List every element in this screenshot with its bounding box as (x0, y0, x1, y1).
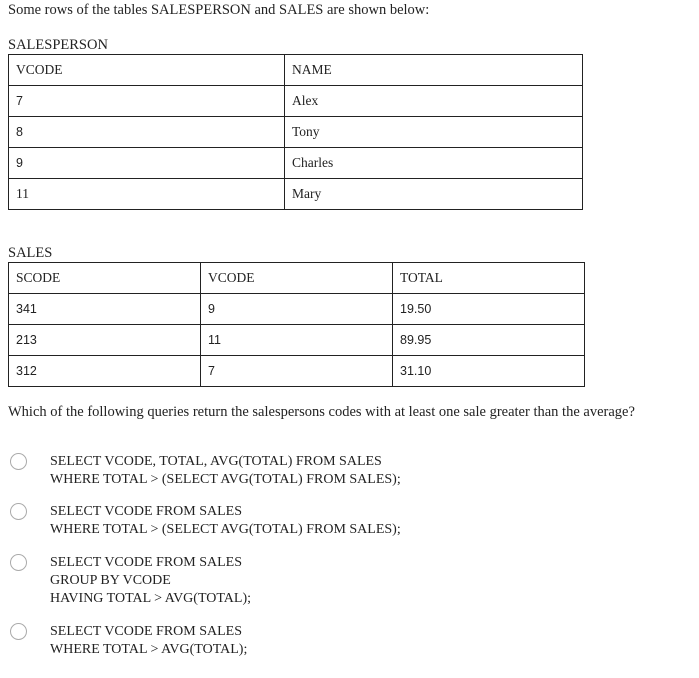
query-line: HAVING TOTAL > AVG(TOTAL); (50, 591, 252, 606)
sales-caption: SALES (8, 245, 53, 261)
query-line: SELECT VCODE, TOTAL, AVG(TOTAL) FROM SALES (50, 454, 382, 469)
table-row (9, 356, 585, 387)
cell-scode: 312 (9, 356, 201, 387)
salesperson-table (8, 54, 583, 210)
header-scode: SCODE (9, 263, 201, 294)
intro-text: Some rows of the tables SALESPERSON and SALES are shown below: (8, 2, 430, 18)
table-row (9, 117, 583, 148)
header-vcode: VCODE (9, 55, 285, 86)
query-line: SELECT VCODE FROM SALES (50, 624, 243, 639)
sales-table (8, 262, 585, 387)
table-row (9, 179, 583, 210)
cell-scode: 213 (9, 325, 201, 356)
cell-name: Alex (285, 86, 583, 117)
table-row (9, 294, 585, 325)
query-line: SELECT VCODE FROM SALES (50, 504, 243, 519)
query-line: SELECT VCODE FROM SALES (50, 555, 243, 570)
question-text: Which of the following queries return the salespersons codes with at least one sale greater than the average? (8, 404, 635, 420)
cell-scode: 341 (9, 294, 201, 325)
option-query (50, 554, 251, 608)
query-line: WHERE TOTAL > (SELECT AVG(TOTAL) FROM SALES); (50, 472, 401, 487)
cell-vcode: 7 (9, 86, 285, 117)
header-vcode: VCODE (201, 263, 393, 294)
table-header-row (9, 263, 585, 294)
query-line: WHERE TOTAL > AVG(TOTAL); (50, 642, 248, 657)
cell-total: 31.10 (393, 356, 585, 387)
query-line: GROUP BY VCODE (50, 573, 171, 588)
cell-vcode: 8 (9, 117, 285, 148)
cell-vcode: 9 (201, 294, 393, 325)
cell-vcode: 7 (201, 356, 393, 387)
option-query (50, 453, 401, 489)
cell-total: 89.95 (393, 325, 585, 356)
header-total: TOTAL (393, 263, 585, 294)
cell-name: Charles (285, 148, 583, 179)
header-name: NAME (285, 55, 583, 86)
cell-name: Mary (285, 179, 583, 210)
cell-vcode: 11 (9, 179, 285, 210)
cell-vcode: 9 (9, 148, 285, 179)
table-row (9, 86, 583, 117)
query-line: WHERE TOTAL > (SELECT AVG(TOTAL) FROM SALES); (50, 522, 401, 537)
radio-button[interactable] (10, 623, 27, 640)
radio-button[interactable] (10, 453, 27, 470)
table-row (9, 325, 585, 356)
option-query (50, 623, 247, 659)
radio-button[interactable] (10, 554, 27, 571)
cell-name: Tony (285, 117, 583, 148)
salesperson-caption: SALESPERSON (8, 37, 108, 53)
radio-button[interactable] (10, 503, 27, 520)
cell-vcode: 11 (201, 325, 393, 356)
table-header-row (9, 55, 583, 86)
cell-total: 19.50 (393, 294, 585, 325)
table-row (9, 148, 583, 179)
option-query (50, 503, 401, 539)
